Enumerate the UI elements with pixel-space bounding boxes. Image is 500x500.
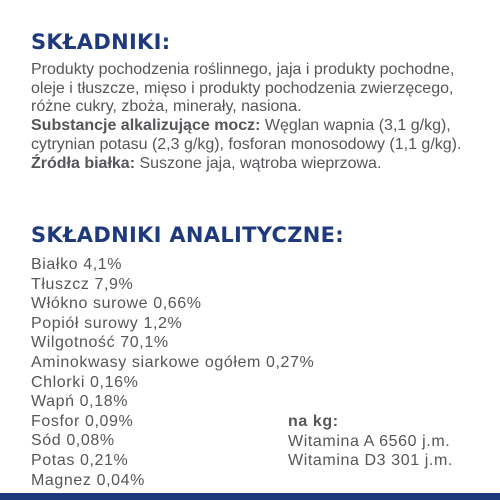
alkalizing-text: Węglan wapnia (3,1 g/kg), cytrynian potasu (2,3 g/kg), fosforan monosodowy (1,1 g/kg). bbox=[31, 117, 462, 153]
analytical-item: Wapń 0,18% bbox=[31, 393, 129, 411]
analytical-item: Fosfor 0,09% bbox=[31, 412, 134, 430]
ingredients-heading: SKŁADNIKI: bbox=[31, 30, 171, 54]
alkalizing-substances bbox=[31, 117, 491, 154]
protein-label: Źródła białka: bbox=[31, 154, 136, 172]
analytical-item: Tłuszcz 7,9% bbox=[31, 275, 134, 293]
ingredients-section bbox=[31, 61, 491, 173]
analytical-item: Potas 0,21% bbox=[31, 451, 129, 469]
protein-sources bbox=[31, 155, 491, 174]
analytical-item: Chlorki 0,16% bbox=[31, 373, 139, 391]
analytical-heading: SKŁADNIKI ANALITYCZNE: bbox=[31, 223, 344, 247]
protein-text: Suszone jaja, wątroba wieprzowa. bbox=[135, 154, 382, 172]
analytical-item: Magnez 0,04% bbox=[31, 471, 145, 489]
analytical-list bbox=[31, 255, 314, 490]
analytical-item: Popiół surowy 1,2% bbox=[31, 314, 183, 332]
analytical-item: Białko 4,1% bbox=[31, 256, 123, 273]
alkalizing-label: Substancje alkalizujące mocz: bbox=[31, 117, 261, 135]
ingredients-composition: Produkty pochodzenia roślinnego, jaja i produkty pochodne, oleje i tłuszcze, mięso i produkty pochodzenia zwierzęcego, różne cukry, zboża, minerały, nasiona. bbox=[31, 61, 455, 116]
per-kg-title: na kg: bbox=[288, 413, 339, 430]
vitamin-item: Witamina A 6560 j.m. bbox=[288, 432, 451, 450]
analytical-item: Wilgotność 70,1% bbox=[31, 334, 169, 352]
per-kg-section bbox=[288, 412, 453, 471]
analytical-item: Włókno surowe 0,66% bbox=[31, 295, 202, 313]
analytical-item: Sód 0,08% bbox=[31, 432, 115, 450]
analytical-item: Aminokwasy siarkowe ogółem 0,27% bbox=[31, 353, 315, 371]
vitamin-item: Witamina D3 301 j.m. bbox=[288, 452, 453, 470]
bottom-bar bbox=[0, 493, 500, 500]
